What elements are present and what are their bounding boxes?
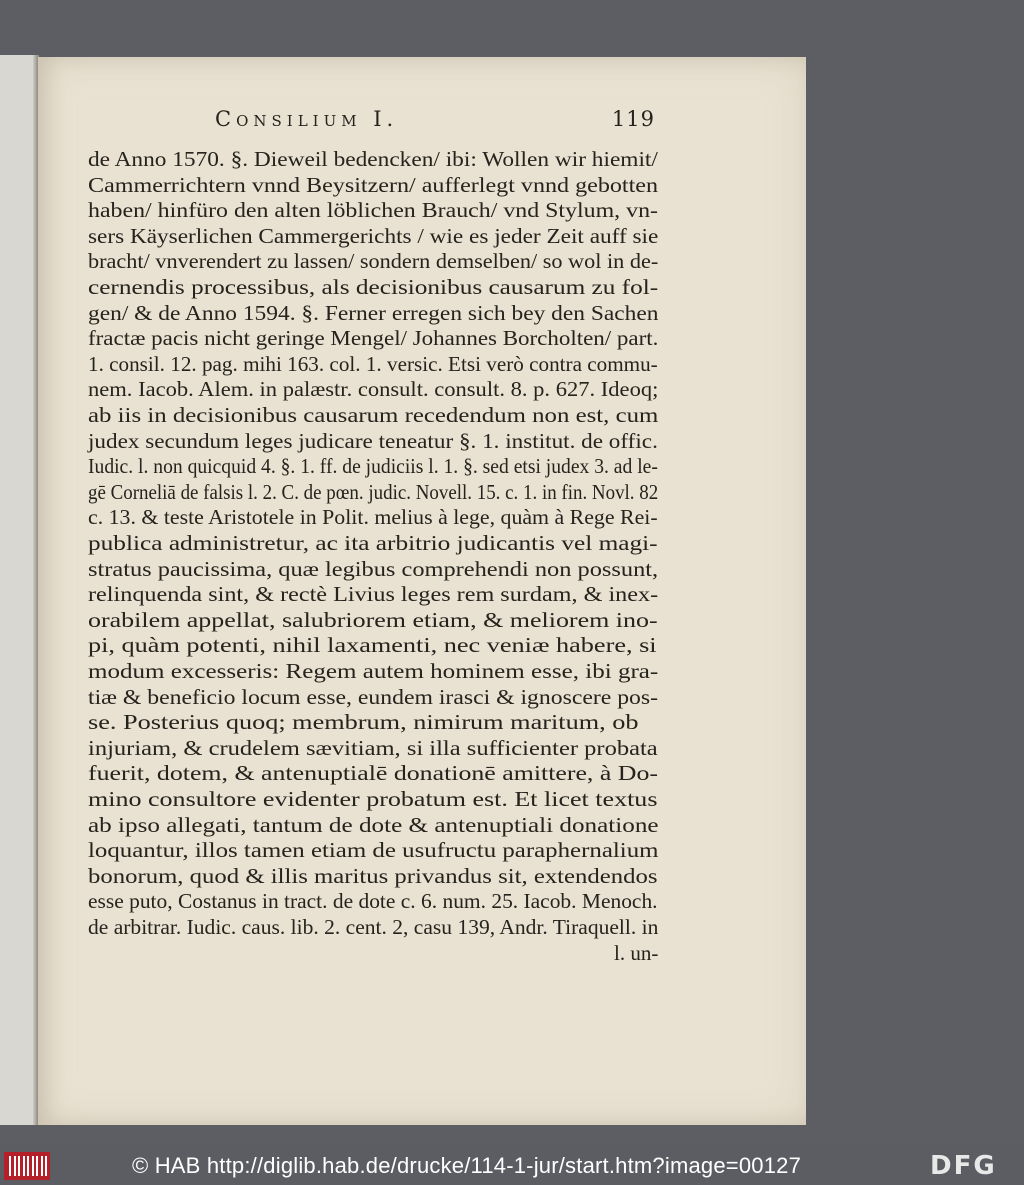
text-line: cernendis processibus, als decisionibus causarum zu fol-: [88, 275, 659, 299]
logo-stripe: [23, 1156, 25, 1176]
text-line: mino consultore evidenter probatum est. Et licet textus: [88, 787, 658, 811]
text-line: de Anno 1570. §. Dieweil bedencken/ ibi: Wollen wir hiemit/: [88, 147, 658, 171]
text-line: fuerit, dotem, & antenuptialē donationē amittere, à Do-: [88, 761, 659, 786]
copyright-url[interactable]: © HAB http://diglib.hab.de/drucke/114-1-jur/start.htm?image=00127: [132, 1153, 802, 1178]
logo-stripe: [41, 1156, 43, 1176]
viewer-footer: [0, 1145, 1024, 1185]
logo-stripe: [45, 1156, 47, 1176]
text-line: stratus paucissima, quæ legibus comprehendi non possunt,: [88, 556, 659, 581]
hab-logo-icon[interactable]: [4, 1152, 50, 1180]
text-line: Iudic. l. non quicquid 4. §. 1. ff. de judiciis l. 1. §. sed etsi judex 3. ad le-: [88, 454, 658, 479]
text-line: loquantur, illos tamen etiam de usufructu paraphernalium: [88, 838, 659, 863]
text-line: Cammerrichtern vnnd Beysitzern/ aufferlegt vnnd gebotten: [88, 172, 659, 197]
text-line: fractæ pacis nicht geringe Mengel/ Johannes Borcholten/ part.: [88, 326, 659, 351]
text-line: bracht/ vnverendert zu lassen/ sondern demselben/ so wol in de-: [88, 249, 659, 274]
text-line: esse puto, Costanus in tract. de dote c. 6. num. 25. Iacob. Menoch.: [88, 889, 658, 914]
text-line: nem. Iacob. Alem. in palæstr. consult. consult. 8. p. 627. Ideoq;: [88, 377, 659, 402]
dfg-logo-label: DFG: [930, 1151, 997, 1181]
running-head: [215, 107, 655, 135]
text-line: gē Corneliā de falsis l. 2. C. de pœn. judic. Novell. 15. c. 1. in fin. Novl. 82: [88, 479, 659, 504]
text-line: 1. consil. 12. pag. mihi 163. col. 1. versic. Etsi verò contra commu-: [88, 351, 658, 376]
text-line: judex secundum leges judicare teneatur §. 1. institut. de offic.: [88, 428, 658, 453]
text-line: pi, quàm potenti, nihil laxamenti, nec veniæ habere, si: [88, 633, 657, 658]
logo-stripe: [32, 1156, 34, 1176]
text-line: sers Käyserlichen Cammergerichts / wie es jeder Zeit auff sie: [88, 223, 659, 248]
running-head-title: Consilium I.: [215, 107, 399, 131]
text-line: gen/ & de Anno 1594. §. Ferner erregen sich bey den Sachen: [88, 300, 659, 325]
text-line: orabilem appellat, salubriorem etiam, & meliorem ino-: [88, 607, 658, 632]
logo-stripe: [9, 1156, 11, 1176]
text-line: relinquenda sint, & rectè Livius leges rem surdam, & inex-: [88, 582, 659, 607]
text-line: c. 13. & teste Aristotele in Polit. melius à lege, quàm à Rege Rei-: [88, 505, 658, 530]
logo-stripe: [14, 1156, 16, 1176]
dfg-logo-icon[interactable]: [930, 1151, 1018, 1179]
text-line: se. Posterius quoq; membrum, nimirum maritum, ob: [88, 710, 639, 735]
text-line: injuriam, & crudelem sævitiam, si illa sufficienter probata: [88, 735, 658, 760]
previous-page-edge: [0, 55, 39, 1125]
text-line: l. un-: [614, 940, 659, 965]
text-line: ab ipso allegati, tantum de dote & antenuptiali donatione: [88, 812, 659, 837]
logo-stripe: [27, 1156, 29, 1176]
text-line: haben/ hinfüro den alten löblichen Brauch/ vnd Stylum, vn-: [88, 198, 658, 223]
text-line: modum excesseris: Regem autem hominem esse, ibi gra-: [88, 659, 659, 683]
logo-stripe: [36, 1156, 38, 1176]
page-number: 119: [611, 107, 655, 131]
text-line: publica administretur, ac ita arbitrio judicantis vel magi-: [88, 531, 658, 555]
text-line: tiæ & beneficio locum esse, eundem irasci & ignoscere pos-: [88, 684, 659, 709]
text-line: bonorum, quod & illis maritus privandus sit, extendendos: [88, 863, 658, 888]
logo-stripe: [18, 1156, 20, 1176]
text-line: de arbitrar. Iudic. caus. lib. 2. cent. 2, casu 139, Andr. Tiraquell. in: [88, 915, 659, 939]
text-line: ab iis in decisionibus causarum recedendum non est, cum: [88, 403, 659, 427]
